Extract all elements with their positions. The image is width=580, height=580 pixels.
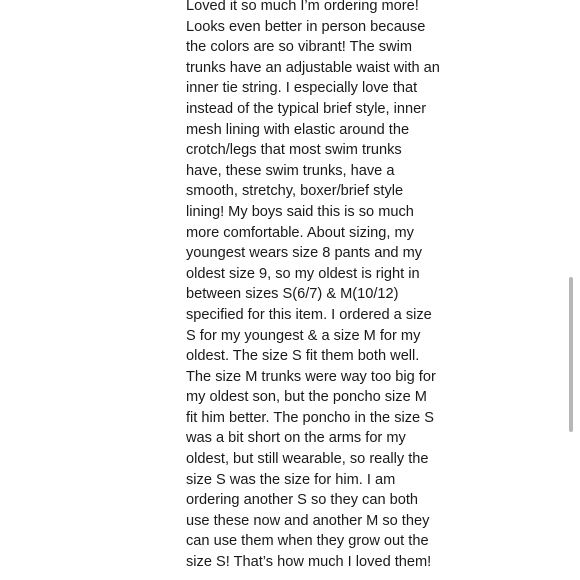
review-line: my oldest son, but the poncho size M [186,389,427,406]
review-line: oldest size 9, so my oldest is right in [186,265,420,282]
review-line: ordering another S so they can both [186,492,419,509]
review-line: Looks even better in person because [186,18,426,35]
review-line: was a bit short on the arms for my [186,430,406,447]
review-line: youngest wears size 8 pants and my [186,245,423,262]
review-line: lining! My boys said this is so much [186,203,414,220]
review-line: oldest, but still wearable, so really the [186,451,429,468]
review-line: the colors are so vibrant! The swim [186,39,413,56]
review-line: instead of the typical brief style, inner [186,100,427,117]
review-line: more comfortable. About sizing, my [186,224,414,241]
review-line: size S! That’s how much I loved them! [186,554,432,571]
review-line: S for my youngest & a size M for my [186,327,421,344]
review-line: crotch/legs that most swim trunks [186,142,402,159]
review-line: between sizes S(6/7) & M(10/12) [186,286,399,303]
review-line: inner tie string. I especially love that [186,80,418,97]
review-line: size S was the size for him. I am [186,471,396,488]
review-line: trunks have an adjustable waist with an [186,59,440,76]
review-text [186,0,456,573]
review-line: have, these swim trunks, have a [186,162,395,179]
review-line: mesh lining with elastic around the [186,121,410,138]
review-line: oldest. The size S fit them both well. [186,348,420,365]
review-line: use these now and another M so they [186,512,430,529]
review-line: can use them when they grow out the [186,533,429,550]
review-line: specified for this item. I ordered a size [186,306,432,323]
review-line: fit him better. The poncho in the size S [186,409,434,426]
review-line: Loved it so much I’m ordering more! [186,0,419,14]
review-line: The size M trunks were way too big for [186,368,436,385]
review-line: smooth, stretchy, boxer/brief style [186,183,404,200]
vertical-scrollbar[interactable] [569,277,573,432]
